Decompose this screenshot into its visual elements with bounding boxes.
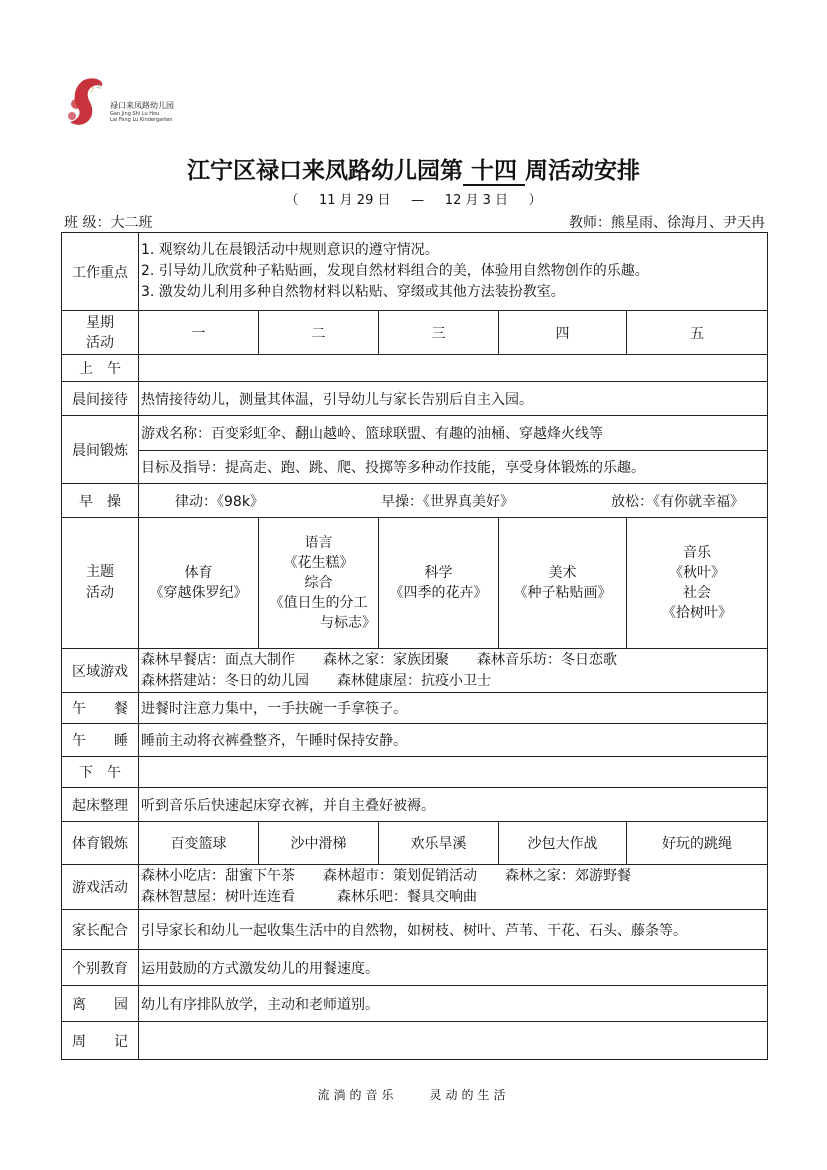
early-exercise-cell: [139, 484, 768, 518]
row-text: 进餐时注意力集中，一手扶碗一手拿筷子。: [139, 693, 768, 724]
table-row: [62, 382, 768, 416]
pe-cell: 沙包大作战: [499, 822, 627, 865]
row-label: 工作重点: [62, 233, 139, 311]
table-row: [62, 484, 768, 518]
table-row: [62, 724, 768, 757]
row-text: 运用鼓励的方式激发幼儿的用餐速度。: [139, 950, 768, 986]
table-row: [62, 518, 768, 649]
row-label: 游戏活动: [62, 865, 139, 910]
svg-text:♪: ♪: [90, 86, 95, 94]
list-item: 3. 激发幼儿利用多种自然物材料以粘贴、穿缀或其他方法装扮教室。: [141, 284, 565, 300]
table-row: [62, 822, 768, 865]
row-text: 引导家长和幼儿一起收集生活中的自然物，如树枝、树叶、芦苇、干花、石头、藤条等。: [139, 910, 768, 950]
pe-cell: 欢乐旱溪: [379, 822, 499, 865]
table-row: [62, 757, 768, 788]
week-number: 十四: [463, 158, 525, 186]
pe-cell: 好玩的跳绳: [627, 822, 768, 865]
row-text: 听到音乐后快速起床穿衣裤，并自主叠好被褥。: [139, 788, 768, 822]
weekday-header: 一: [139, 311, 259, 355]
row-label: 主题 活动: [62, 518, 139, 649]
theme-cell: 科学 《四季的花卉》: [379, 518, 499, 649]
pe-cell: 百变篮球: [139, 822, 259, 865]
theme-cell: 语言 《花生糕》 综合 《值日生的分工 与标志》: [259, 518, 379, 649]
table-row: [62, 986, 768, 1022]
row-label: 星期 活动: [62, 311, 139, 355]
theme-cell: 音乐 《秋叶》 社会 《拾树叶》: [627, 518, 768, 649]
list-item: 1. 观察幼儿在晨锻活动中规则意识的遵守情况。: [141, 242, 439, 258]
row-label: 晨间接待: [62, 382, 139, 416]
svg-text:♫: ♫: [96, 83, 102, 90]
schedule-table: [61, 232, 768, 1060]
table-row: [62, 910, 768, 950]
table-row: [62, 233, 768, 311]
list-item: 2. 引导幼儿欣赏种子粘贴画，发现自然材料组合的美，体验用自然物创作的乐趣。: [141, 263, 649, 279]
theme-cell: 美术 《种子粘贴画》: [499, 518, 627, 649]
row-label: 周 记: [62, 1022, 139, 1060]
games-cell: 森林小吃店：甜蜜下午茶 森林超市：策划促销活动 森林之家：郊游野餐 森林智慧屋：树叶连连看 森林乐吧：餐具交响曲: [139, 865, 768, 910]
area-cell: 森林早餐店：面点大制作 森林之家：家族团聚 森林音乐坊：冬日恋歌 森林搭建站：冬日的幼儿园 森林健康屋：抗疫小卫士: [139, 649, 768, 693]
row-text: 游戏名称：百变彩虹伞、翻山越岭、篮球联盟、有趣的油桶、穿越烽火线等: [139, 416, 768, 451]
row-text: 目标及指导：提高走、跑、跳、爬、投掷等多种动作技能，享受身体锻炼的乐趣。: [139, 451, 768, 484]
section-label: 上 午: [62, 355, 139, 382]
row-label: 体育锻炼: [62, 822, 139, 865]
table-row: [62, 693, 768, 724]
logo-emblem-icon: [62, 74, 108, 134]
row-label: 午 餐: [62, 693, 139, 724]
row-text: 热情接待幼儿，测量其体温，引导幼儿与家长告别后自主入园。: [139, 382, 768, 416]
logo-name-en: Gan Jing Shi Lu Hou Lai Feng Lu Kindergarten: [110, 111, 173, 123]
weekday-header: 三: [379, 311, 499, 355]
weekday-header: 四: [499, 311, 627, 355]
kindergarten-logo: [62, 74, 222, 134]
logo-name-cn: 禄口来凤路幼儿园: [110, 101, 174, 110]
teacher-label: 教师：熊星雨、徐海月、尹天冉: [569, 215, 765, 231]
rhythm-text: 律动：《98k》: [175, 493, 264, 510]
table-row: [62, 788, 768, 822]
weekday-header: 二: [259, 311, 379, 355]
section-label: 下 午: [62, 757, 139, 788]
table-row: [62, 311, 768, 355]
pe-cell: 沙中滑梯: [259, 822, 379, 865]
row-label: 晨间锻炼: [62, 416, 139, 484]
relax-text: 放松：《有你就幸福》: [611, 493, 744, 510]
exercise-text: 早操：《世界真美好》: [381, 493, 514, 510]
row-label: 个别教育: [62, 950, 139, 986]
table-row: [62, 649, 768, 693]
date-range: （ 11 月 29 日 — 12 月 3 日 ）: [285, 193, 542, 208]
table-row: [62, 416, 768, 451]
notes-cell: [139, 1022, 768, 1060]
focus-cell: [139, 233, 768, 311]
row-label: 午 睡: [62, 724, 139, 757]
page-title: 江宁区禄口来凤路幼儿园第 十四 周活动安排: [187, 157, 640, 184]
table-row: [62, 950, 768, 986]
table-row: [62, 865, 768, 910]
row-label: 家长配合: [62, 910, 139, 950]
footer-slogan: 流淌的音乐 灵动的生活: [317, 1088, 510, 1102]
row-label: 早 操: [62, 484, 139, 518]
row-text: 睡前主动将衣裤叠整齐，午睡时保持安静。: [139, 724, 768, 757]
row-label: 起床整理: [62, 788, 139, 822]
class-label: 班 级：大二班: [64, 215, 153, 231]
row-text: 幼儿有序排队放学，主动和老师道别。: [139, 986, 768, 1022]
table-row: [62, 451, 768, 484]
row-label: 离 园: [62, 986, 139, 1022]
table-row: [62, 1022, 768, 1060]
row-label: 区域游戏: [62, 649, 139, 693]
weekday-header: 五: [627, 311, 768, 355]
theme-cell: 体育 《穿越侏罗纪》: [139, 518, 259, 649]
table-row: [62, 355, 768, 382]
